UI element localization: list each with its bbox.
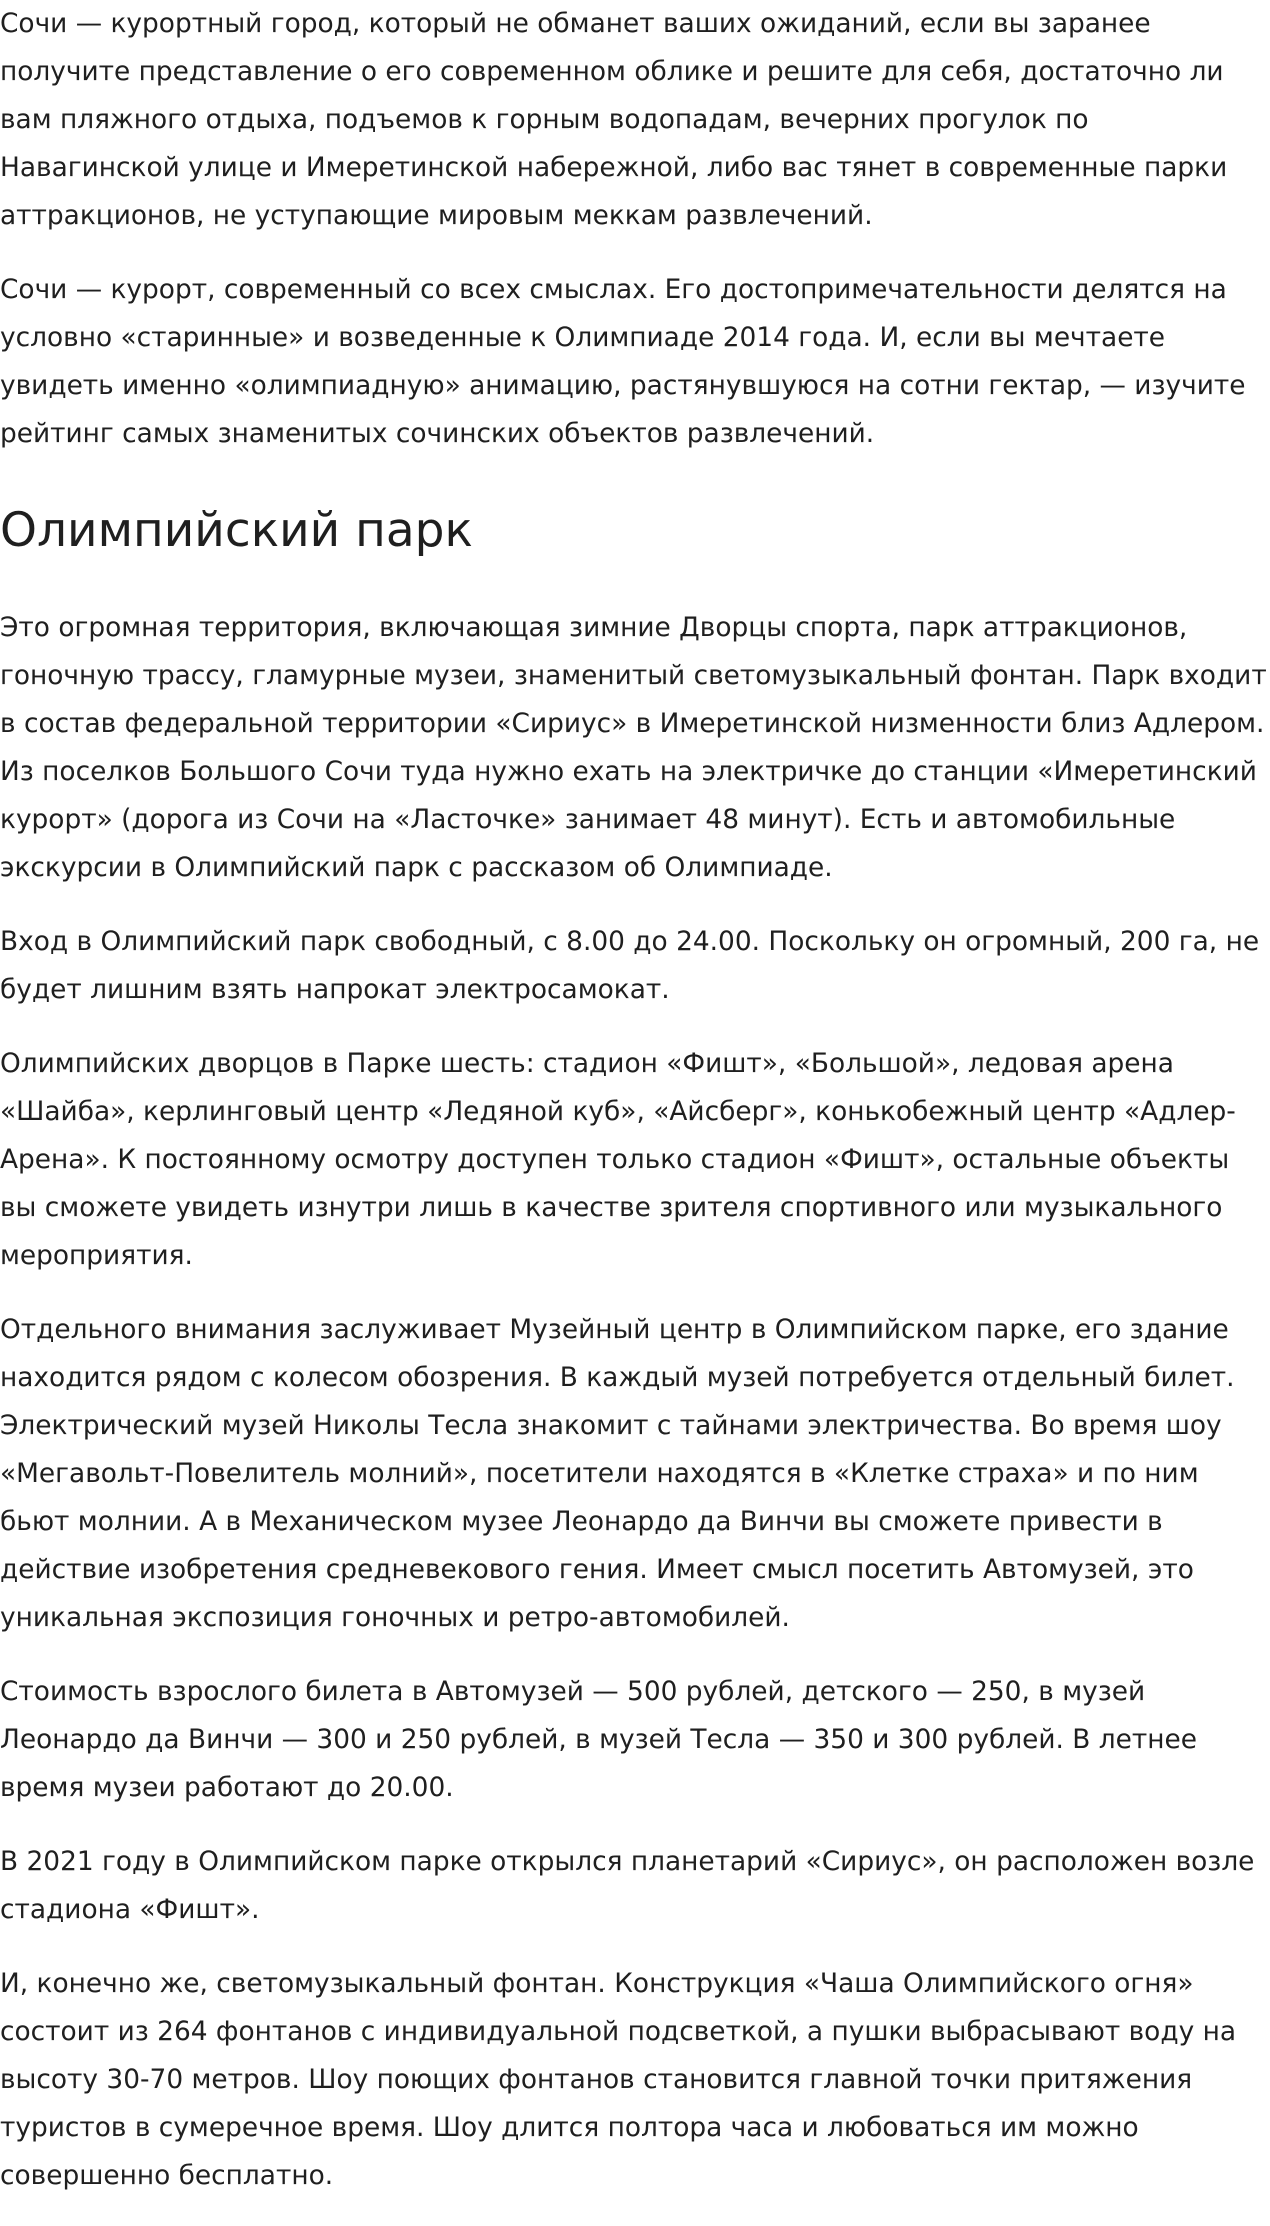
section-paragraph: Вход в Олимпийский парк свободный, с 8.00 до 24.00. Поскольку он огромный, 200 га, не будет лишним взять напрокат электросамокат.	[0, 926, 1260, 1005]
section-paragraph: Отдельного внимания заслуживает Музейный центр в Олимпийском парке, его здание находится рядом с колесом обозрения. В каждый музей потребуется отдельный билет. Электрический музей Николы Тесла знакомит с тайнами электричества. Во время шоу «Мегавольт-Повелитель молний», посетители находятся в «Клетке страха» и по ним бьют молнии. А в Механическом музее Леонардо да Винчи вы сможете привести в действие изобретения средневекового гения. Имеет смысл посетить Автомузей, это уникальная экспозиция гоночных и ретро-автомобилей.	[0, 1314, 1235, 1633]
section-paragraph: Олимпийских дворцов в Парке шесть: стадион «Фишт», «Большой», ледовая арена «Шайба», керлинговый центр «Ледяной куб», «Айсберг», конькобежный центр «Адлер-Арена». К постоянному осмотру доступен только стадион «Фишт», остальные объекты вы сможете увидеть изнутри лишь в качестве зрителя спортивного или музыкального мероприятия.	[0, 1048, 1236, 1271]
section-paragraph: И, конечно же, светомузыкальный фонтан. Конструкция «Чаша Олимпийского огня» состоит из 264 фонтанов с индивидуальной подсветкой, а пушки выбрасывают воду на высоту 30-70 метров. Шоу поющих фонтанов становится главной точки притяжения туристов в сумеречное время. Шоу длится полтора часа и любоваться им можно совершенно бесплатно.	[0, 1968, 1237, 2191]
intro-paragraph: Сочи — курортный город, который не обманет ваших ожиданий, если вы заранее получите представление о его современном облике и решите для себя, достаточно ли вам пляжного отдыха, подъемов к горным водопадам, вечерних прогулок по Навагинской улице и Имеретинской набережной, либо вас тянет в современные парки аттракционов, не уступающие мировым меккам развлечений.	[0, 8, 1228, 231]
section-paragraph: Стоимость взрослого билета в Автомузей — 500 рублей, детского — 250, в музей Леонардо да Винчи — 300 и 250 рублей, в музей Тесла — 350 и 300 рублей. В летнее время музеи работают до 20.00.	[0, 1676, 1197, 1803]
section-heading: Олимпийский парк	[0, 503, 473, 558]
section-paragraph: В 2021 году в Олимпийском парке открылся планетарий «Сириус», он расположен возле стадиона «Фишт».	[0, 1846, 1255, 1925]
intro-paragraph: Сочи — курорт, современный со всех смыслах. Его достопримечательности делятся на условно «старинные» и возведенные к Олимпиаде 2014 года. И, если вы мечтаете увидеть именно «олимпиадную» анимацию, растянувшуюся на сотни гектар, — изучите рейтинг самых знаменитых сочинских объектов развлечений.	[0, 274, 1246, 449]
section-paragraph: Это огромная территория, включающая зимние Дворцы спорта, парк аттракционов, гоночную трассу, гламурные музеи, знаменитый светомузыкальный фонтан. Парк входит в состав федеральной территории «Сириус» в Имеретинской низменности близ Адлером. Из поселков Большого Сочи туда нужно ехать на электричке до станции «Имеретинский курорт» (дорога из Сочи на «Ласточке» занимает 48 минут). Есть и автомобильные экскурсии в Олимпийский парк с рассказом об Олимпиаде.	[0, 612, 1267, 883]
